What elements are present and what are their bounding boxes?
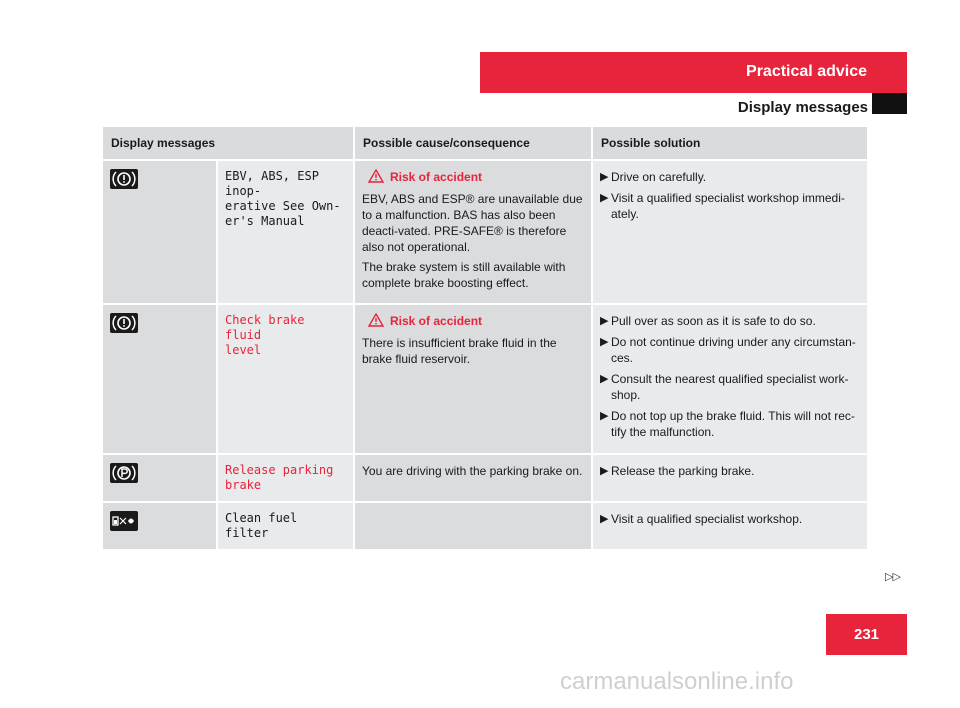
solution-text: Release the parking brake. <box>611 464 755 478</box>
bullet-arrow-icon: ▶ <box>600 373 609 385</box>
bullet-arrow-icon: ▶ <box>600 315 609 327</box>
solution-cell <box>592 502 868 550</box>
cause-paragraph: The brake system is still available with complete brake boosting effect. <box>362 260 566 290</box>
warning-triangle-icon <box>368 313 384 327</box>
watermark: carmanualsonline.info <box>560 668 794 695</box>
risk-heading <box>362 313 584 329</box>
message-cell <box>217 454 354 502</box>
display-message-text: EBV, ABS, ESP inop- erative See Own- er's Manual <box>225 169 341 228</box>
table-row <box>102 160 868 304</box>
solution-text: Drive on carefully. <box>611 170 707 184</box>
cause-cell <box>354 454 592 502</box>
warning-triangle-icon <box>368 169 384 183</box>
solution-item <box>600 190 860 222</box>
column-header-solution: Possible solution <box>592 126 868 160</box>
parking-brake-icon <box>110 463 138 483</box>
section-title: Display messages <box>737 99 868 116</box>
icon-cell <box>102 304 217 454</box>
display-messages-table <box>101 125 869 551</box>
cause-cell <box>354 304 592 454</box>
section-tab-marker <box>872 93 907 114</box>
message-cell <box>217 502 354 550</box>
message-cell <box>217 160 354 304</box>
solution-cell <box>592 454 868 502</box>
bullet-arrow-icon: ▶ <box>600 171 609 183</box>
brake-warning-icon <box>110 169 138 189</box>
icon-cell <box>102 502 217 550</box>
table-header-row <box>102 126 868 160</box>
chapter-banner <box>480 52 907 93</box>
continue-marker-icon: ▷▷ <box>885 571 900 583</box>
solution-text: Consult the nearest qualified specialist work-shop. <box>611 372 849 402</box>
icon-cell <box>102 160 217 304</box>
solution-item <box>600 313 860 329</box>
bullet-arrow-icon: ▶ <box>600 410 609 422</box>
fuel-filter-icon <box>110 511 138 531</box>
cause-cell <box>354 160 592 304</box>
risk-label: Risk of accident <box>390 314 483 328</box>
solution-text: Visit a qualified specialist workshop. <box>611 512 803 526</box>
column-header-display-messages: Display messages <box>102 126 354 160</box>
risk-label: Risk of accident <box>390 170 483 184</box>
solution-text: Do not top up the brake fluid. This will not rec-tify the malfunction. <box>611 409 855 439</box>
solution-item <box>600 334 860 366</box>
bullet-arrow-icon: ▶ <box>600 336 609 348</box>
page-number: 231 <box>826 614 907 655</box>
message-cell <box>217 304 354 454</box>
bullet-arrow-icon: ▶ <box>600 465 609 477</box>
table-row <box>102 502 868 550</box>
table-row <box>102 454 868 502</box>
solution-text: Do not continue driving under any circumstan-ces. <box>611 335 856 365</box>
brake-warning-icon <box>110 313 138 333</box>
solution-cell <box>592 304 868 454</box>
cause-paragraph: EBV, ABS and ESP® are unavailable due to a malfunction. BAS has also been deacti-vated. PRE-SAFE® is therefore also not operational. <box>362 192 583 254</box>
solution-text: Visit a qualified specialist workshop immedi-ately. <box>611 191 845 221</box>
solution-cell <box>592 160 868 304</box>
display-message-text: Check brake fluid level <box>225 313 305 357</box>
solution-item <box>600 463 860 479</box>
cause-paragraph: There is insufficient brake fluid in the brake fluid reservoir. <box>362 336 557 366</box>
display-message-text: Release parking brake <box>225 463 334 492</box>
risk-heading <box>362 169 584 185</box>
solution-item <box>600 511 860 527</box>
table-row <box>102 304 868 454</box>
solution-item <box>600 169 860 185</box>
solution-item <box>600 371 860 403</box>
chapter-title: Practical advice <box>746 63 867 80</box>
bullet-arrow-icon: ▶ <box>600 513 609 525</box>
bullet-arrow-icon: ▶ <box>600 192 609 204</box>
display-message-text: Clean fuel filter <box>225 511 305 540</box>
cause-paragraph: You are driving with the parking brake on. <box>362 464 583 478</box>
column-header-cause: Possible cause/consequence <box>354 126 592 160</box>
icon-cell <box>102 454 217 502</box>
solution-text: Pull over as soon as it is safe to do so. <box>611 314 816 328</box>
cause-cell <box>354 502 592 550</box>
solution-item <box>600 408 860 440</box>
